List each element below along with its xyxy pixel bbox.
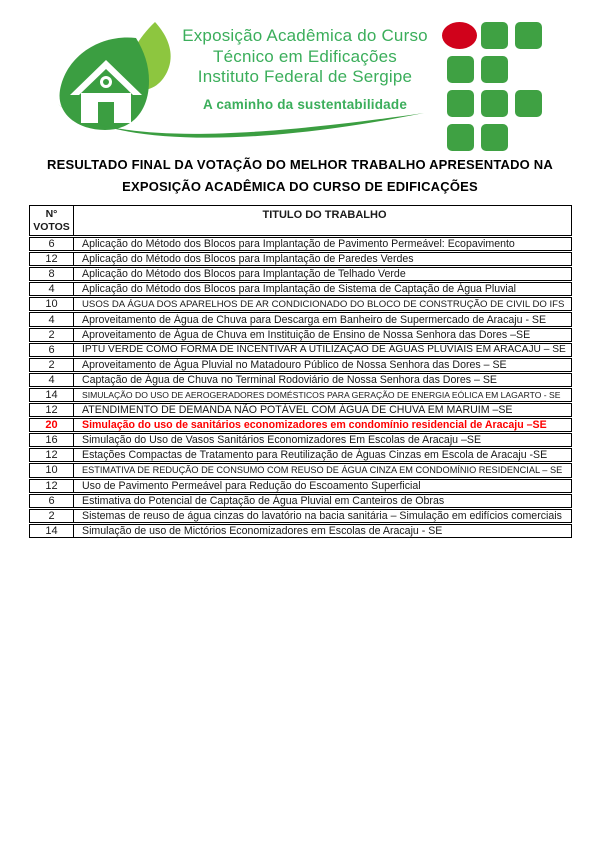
table-row	[29, 479, 572, 493]
table-row	[29, 267, 572, 281]
title-cell: Aproveitamento de Água de Chuva em Instituição de Ensino de Nossa Senhora das Dores –SE	[82, 328, 531, 341]
table-row	[29, 252, 572, 266]
page-title-line-1: RESULTADO FINAL DA VOTAÇÃO DO MELHOR TRABALHO APRESENTADO NA	[47, 157, 553, 172]
title-header-cell: TITULO DO TRABALHO	[262, 209, 387, 221]
ifs-logo-square	[447, 90, 474, 117]
table-row	[29, 403, 572, 417]
votes-cell: 12	[30, 404, 74, 416]
header-line-3: Instituto Federal de Sergipe	[197, 67, 413, 86]
table-body	[29, 237, 572, 538]
header	[0, 0, 600, 150]
ifs-logo-square	[481, 90, 508, 117]
votes-cell: 6	[30, 238, 74, 250]
votes-cell: 8	[30, 268, 74, 280]
ifs-logo-square	[515, 22, 542, 49]
votes-header-line-1: N°	[45, 208, 58, 220]
ifs-logo-gap	[515, 124, 542, 151]
table-row	[29, 328, 572, 342]
votes-cell: 14	[30, 389, 74, 401]
votes-cell: 10	[30, 298, 74, 310]
votes-cell: 4	[30, 313, 74, 325]
table-row	[29, 524, 572, 538]
table-row	[29, 282, 572, 296]
votes-cell: 10	[30, 464, 74, 476]
page-title-line-2: EXPOSIÇÃO ACADÊMICA DO CURSO DE EDIFICAÇÕES	[122, 179, 478, 194]
title-cell: Simulação do Uso de Vasos Sanitários Economizadores Em Escolas de Aracaju –SE	[82, 434, 482, 447]
title-cell: ATENDIMENTO DE DEMANDA NÃO POTÁVEL COM ÁGUA DE CHUVA EM MARUIM –SE	[82, 404, 513, 417]
title-cell: Aplicação do Método dos Blocos para Implantação de Paredes Verdes	[82, 253, 414, 266]
ifs-logo-square	[515, 90, 542, 117]
header-text-block	[168, 26, 442, 113]
table-row	[29, 509, 572, 523]
title-cell: Simulação de uso de Mictórios Economizadores em Escolas de Aracaju - SE	[82, 524, 443, 537]
table-row	[29, 448, 572, 462]
title-cell: Uso de Pavimento Permeável para Redução do Escoamento Superficial	[82, 479, 421, 492]
house-window	[103, 79, 109, 85]
title-cell: Estimativa do Potencial de Captação de Água Pluvial em Canteiros de Obras	[82, 494, 445, 507]
table-row	[29, 237, 572, 251]
title-cell: Aplicação do Método dos Blocos para Implantação de Pavimento Permeável: Ecopavimento	[82, 238, 515, 251]
title-cell: Aplicação do Método dos Blocos para Implantação de Sistema de Captação de Água Pluvial	[82, 283, 517, 296]
title-cell: Simulação do uso de sanitários economizadores em condomínio residencial de Aracaju –SE	[82, 419, 547, 432]
table-header-row	[29, 205, 572, 236]
votes-cell: 14	[30, 525, 74, 537]
votes-header-cell	[30, 206, 74, 235]
title-cell: USOS DA ÁGUA DOS APARELHOS DE AR CONDICIONADO DO BLOCO DE CONSTRUÇÃO DE CIVIL DO IFS	[82, 298, 565, 310]
votes-cell: 20	[30, 419, 74, 431]
table-row	[29, 433, 572, 447]
table-row	[29, 343, 572, 357]
ifs-logo-red-dot	[442, 22, 477, 49]
votes-cell: 4	[30, 374, 74, 386]
ifs-logo-square	[481, 56, 508, 83]
votes-cell: 12	[30, 449, 74, 461]
table-row	[29, 494, 572, 508]
house-door	[98, 102, 114, 123]
table-row	[29, 312, 572, 326]
title-cell: Aproveitamento de Água de Chuva para Descarga em Banheiro de Supermercado de Aracaju - SE	[82, 313, 547, 326]
ifs-logo-square	[481, 22, 508, 49]
title-cell: IPTU VERDE COMO FORMA DE INCENTIVAR A UTILIZAÇÃO DE ÁGUAS PLUVIAIS EM ARACAJU – SE	[82, 344, 566, 356]
title-cell: ESTIMATIVA DE REDUÇÃO DE CONSUMO COM REUSO DE ÁGUA CINZA EM CONDOMÍNIO RESIDENCIAL – SE	[82, 465, 563, 476]
ifs-logo-gap	[515, 56, 542, 83]
results-table	[29, 205, 572, 539]
table-row	[29, 418, 572, 432]
table-row	[29, 463, 572, 477]
votes-header-line-2: VOTOS	[33, 221, 70, 233]
votes-cell: 2	[30, 329, 74, 341]
votes-cell: 2	[30, 510, 74, 522]
title-cell: Captação de Água de Chuva no Terminal Rodoviário de Nossa Senhora das Dores – SE	[82, 373, 497, 386]
header-line-1: Exposição Acadêmica do Curso	[182, 26, 428, 45]
title-cell: SIMULAÇÃO DO USO DE AEROGERADORES DOMÉSTICOS PARA GERAÇÃO DE ENERGIA EÓLICA EM LAGARTO - SE	[82, 389, 561, 400]
header-tagline: A caminho da sustentabilidade	[202, 96, 408, 112]
votes-cell: 2	[30, 359, 74, 371]
table-row	[29, 297, 572, 311]
votes-cell: 6	[30, 495, 74, 507]
title-cell: Estações Compactas de Tratamento para Reutilização de Águas Cinzas em Escola de Aracaju -SE	[82, 449, 548, 462]
votes-cell: 4	[30, 283, 74, 295]
table-row	[29, 388, 572, 402]
votes-cell: 6	[30, 344, 74, 356]
ifs-logo-square	[447, 124, 474, 151]
title-cell: Sistemas de reuso de água cinzas do lavatório na bacia sanitária – Simulação em edifícios comerciais	[82, 509, 562, 522]
title-cell: Aplicação do Método dos Blocos para Implantação de Telhado Verde	[82, 268, 406, 281]
votes-cell: 16	[30, 434, 74, 446]
table-row	[29, 373, 572, 387]
ifs-logo-square	[481, 124, 508, 151]
votes-cell: 12	[30, 480, 74, 492]
ifs-logo	[447, 22, 542, 151]
header-line-2: Técnico em Edificações	[213, 46, 397, 66]
ifs-logo-square	[447, 56, 474, 83]
table-row	[29, 358, 572, 372]
page-title	[20, 154, 580, 198]
title-cell: Aproveitamento de Água Pluvial no Matadouro Público de Nossa Senhora das Dores – SE	[82, 358, 507, 371]
votes-cell: 12	[30, 253, 74, 265]
